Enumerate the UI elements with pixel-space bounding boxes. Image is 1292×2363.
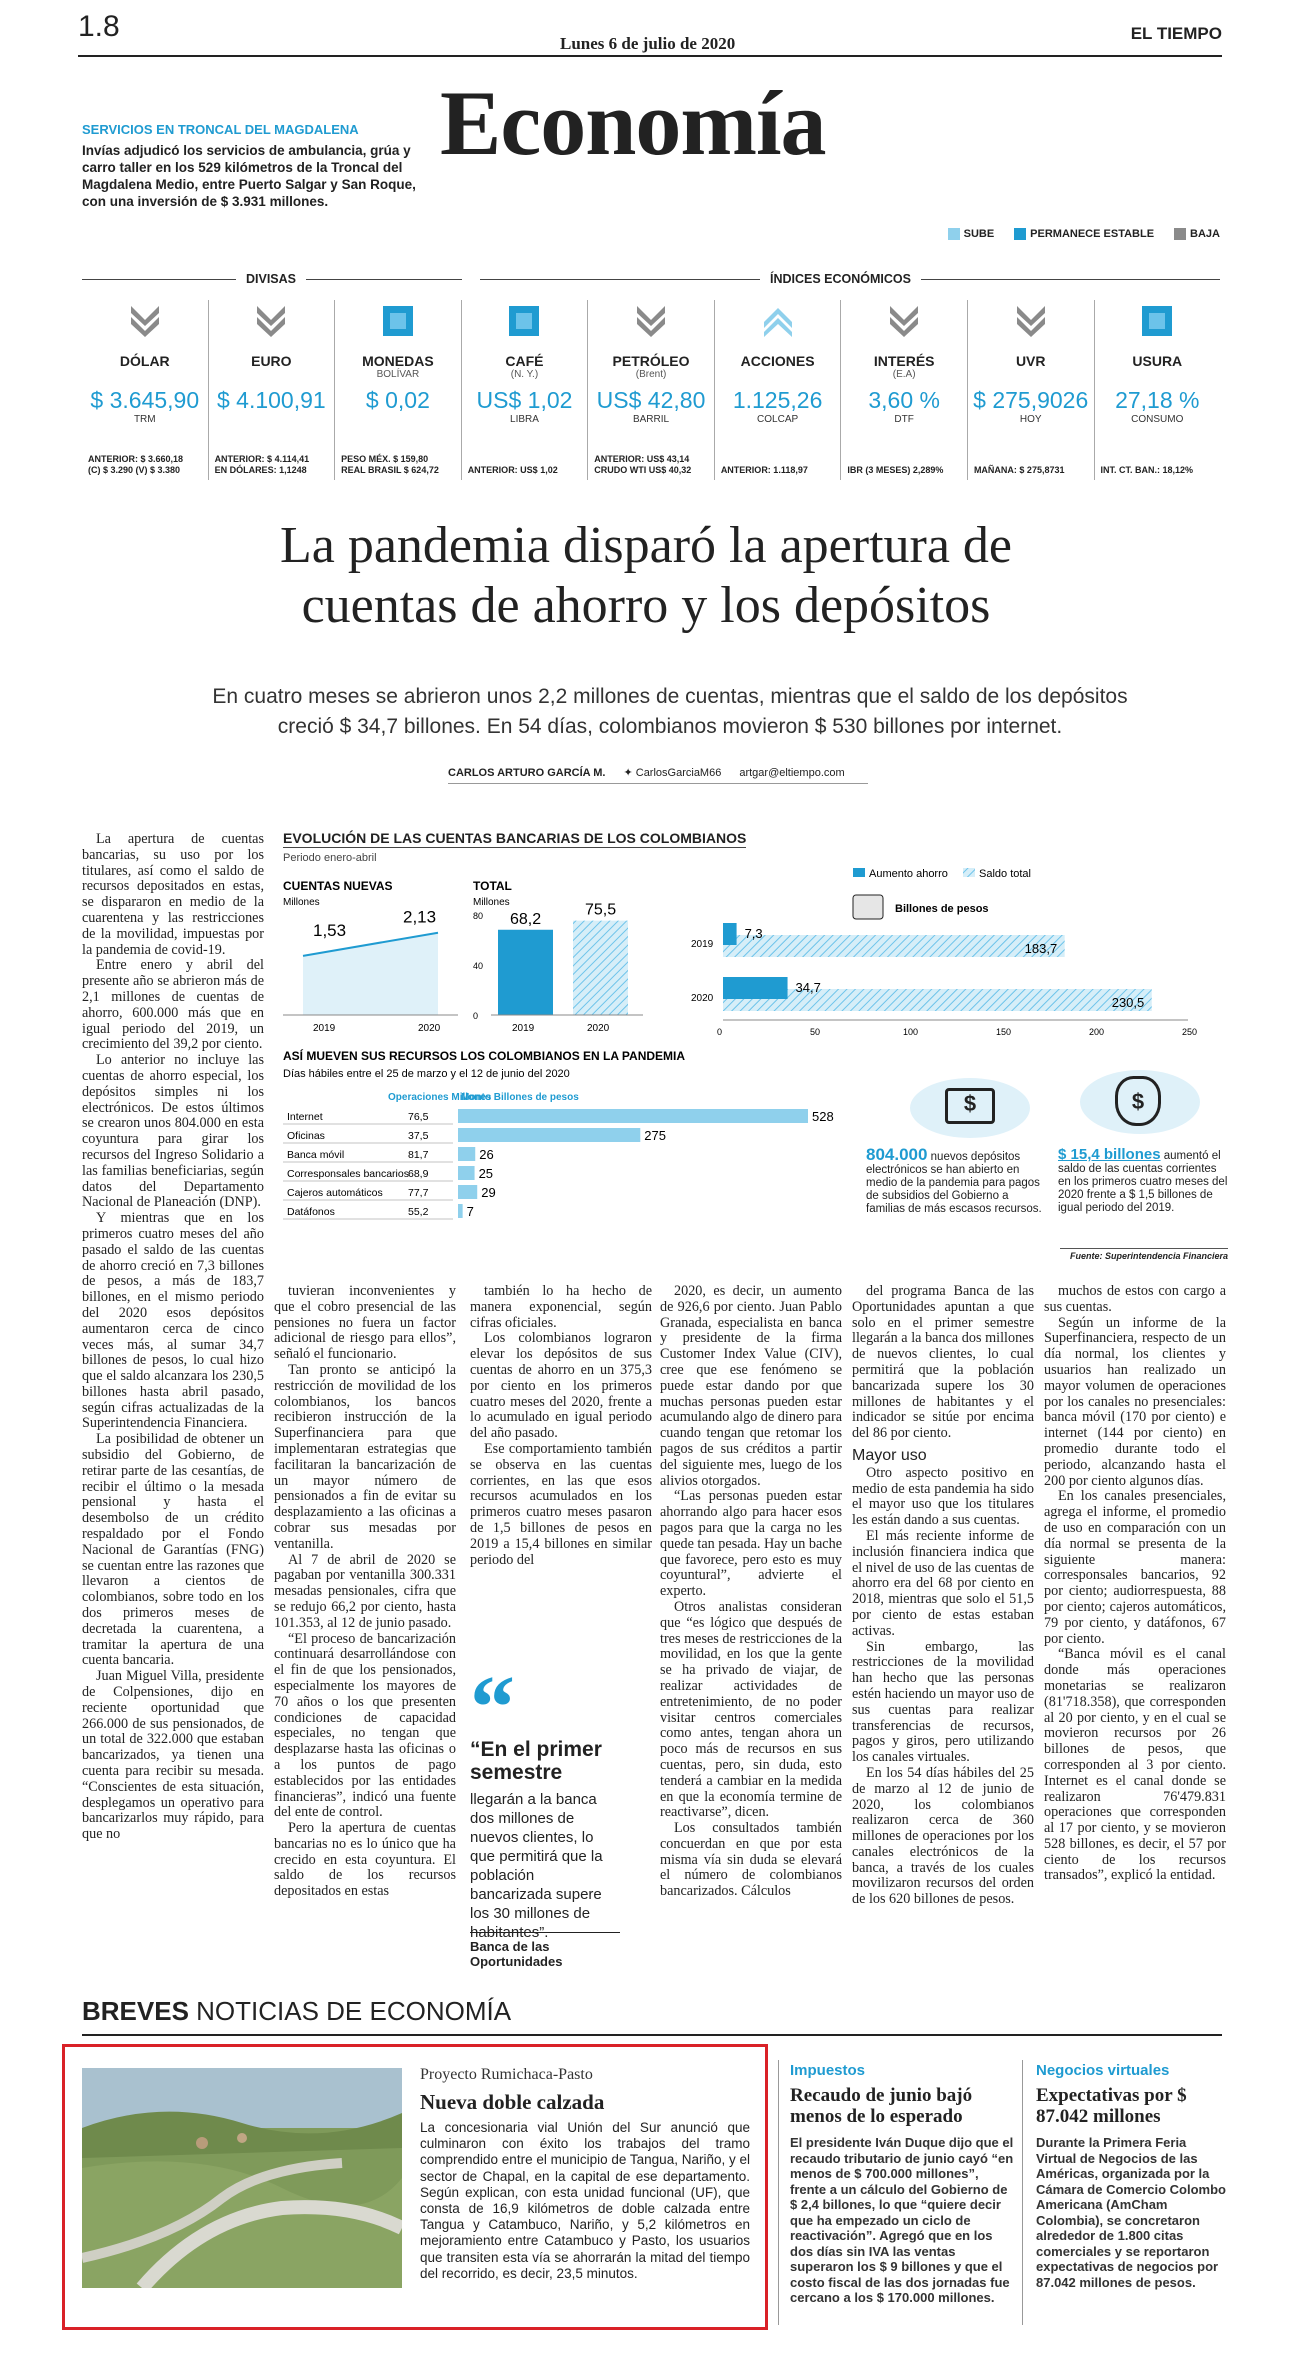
- indicator-previous: IBR (3 MESES) 2,289%: [847, 465, 944, 475]
- indicator-previous: INT. CT. BAN.: 18,12%: [1100, 465, 1194, 475]
- legend-aumento: Aumento ahorro: [869, 868, 948, 880]
- top-rule: [78, 55, 1222, 57]
- legend-estable: PERMANECE ESTABLE: [1014, 228, 1154, 240]
- indicator-monedas: [335, 300, 462, 480]
- label-aumento-2020: 34,7: [795, 980, 821, 995]
- label-total-2019: 68,2: [510, 910, 542, 928]
- paragraph: “El proceso de bancarización continuará desarrollándose con el fin de que los pensionados, especialmente los mayores de 70 años o los que presenten condiciones de capacidad especiales, no tengan que desplazarse hasta las oficinas o a los puntos de pago establecidos por las entidades financieras”, indicó una fuente del ente de control.: [274, 1630, 456, 1821]
- newspaper-brand: EL TIEMPO: [1130, 24, 1222, 43]
- headline-line-2: cuentas de ahorro y los depósitos: [301, 577, 991, 634]
- tick-saldo-2019: 2019: [691, 939, 714, 950]
- canal-operaciones: 37,5: [408, 1130, 429, 1142]
- canales-subtitle: Días hábiles entre el 25 de marzo y el 12 de junio del 2020: [283, 1068, 570, 1080]
- canal-name: Corresponsales bancarios: [287, 1168, 409, 1180]
- indicator-value: 27,18 %: [1115, 387, 1200, 413]
- xtick-billones-250: 250: [1182, 1027, 1198, 1037]
- canal-name: Banca móvil: [287, 1149, 345, 1161]
- bar-total-2020: [573, 921, 628, 1015]
- byline-rule: [448, 783, 868, 784]
- paragraph: Tan pronto se anticipó la restricción de movilidad de los colombianos, los bancos recibieron instrucción de la Superfinanciera para que implementaran estrategias que facilitaran la bancarización de un mayor número de pensionados a fin de evitar su desplazamiento a las oficinas a cobrar sus mesadas por ventanilla.: [274, 1361, 456, 1552]
- bar-saldo-2019: [723, 935, 1065, 957]
- bar-canal: [458, 1166, 475, 1180]
- column-4: [660, 1284, 842, 1900]
- label-canal: 26: [479, 1147, 494, 1162]
- indicator-value: $ 0,02: [365, 387, 430, 413]
- paragraph: Otro aspecto positivo en medio de esta pandemia ha sido el mayor uso que los titulares les están dando a sus cuentas.: [852, 1464, 1034, 1529]
- paragraph: Al 7 de abril de 2020 se pagaban por ventanilla 300.331 mesadas pensionales, cifra que se redujo 66,2 por ciento, hasta 101.353, al 12 de junio pasado.: [274, 1551, 456, 1631]
- panel-title-total: TOTAL: [473, 879, 512, 893]
- canales-title: ASÍ MUEVEN SUS RECURSOS LOS COLOMBIANOS EN LA PANDEMIA: [283, 1049, 686, 1063]
- bar-total-2019: [498, 930, 553, 1015]
- xtick-billones-150: 150: [996, 1027, 1012, 1037]
- indicator-previous: ANTERIOR: US$ 1,02: [467, 465, 558, 475]
- estable-icon: [1014, 228, 1026, 240]
- issue-date: Lunes 6 de julio de 2020: [560, 34, 736, 53]
- brief-2-text: El presidente Iván Duque dijo que el recaudo tributario de junio cayó “en menos de $ 700.000 millones”, frente a un cálculo del Gobierno de $ 2,4 billones, lo que “quiere decir que ha empezado un ciclo de reactivación”. Agregó que en los dos días sin IVA las ventas superaron los $ 9 billones y que el costo fiscal de las dos jornadas fue cercano a los $ 170.000 millones.: [790, 2135, 1014, 2305]
- indicator-previous: ANTERIOR: 1.118,97: [720, 465, 808, 475]
- indicator-previous: ANTERIOR: $ 3.660,18 (C) $ 3.290 (V) $ 3.380: [88, 454, 184, 475]
- indicator-unit: HOY: [1019, 414, 1042, 425]
- label-saldo-2019: 183,7: [1024, 941, 1058, 956]
- indicator-name: ACCIONES: [740, 353, 815, 369]
- paragraph: En los 54 días hábiles del 25 de marzo al 12 de junio de 2020, los colombianos realizaron cerca de 360 millones de operaciones por los canales electrónicos de la banca, a través de los cuales movilizaron recursos del orden de los 620 billones de pesos.: [852, 1764, 1034, 1908]
- brief-3-headline: Expectativas por $ 87.042 millones: [1036, 2085, 1187, 2127]
- label-cuentas-2019: 1,53: [313, 920, 347, 940]
- ytick-total-80: 80: [473, 911, 484, 921]
- brief-3-kicker: Negocios virtuales: [1036, 2062, 1170, 2079]
- indicator-sub: [715, 369, 841, 381]
- subhead: Mayor uso: [852, 1446, 927, 1464]
- brief-3: [1036, 2062, 1226, 2290]
- baja-trend-icon: [128, 304, 162, 338]
- brief-divider-1: [778, 2060, 779, 2325]
- indicator-name: MONEDAS: [362, 353, 434, 369]
- canal-name: Oficinas: [287, 1130, 325, 1142]
- legend-sube: SUBE: [948, 228, 995, 240]
- indicator-sub: (Brent): [635, 369, 667, 380]
- paragraph: Sin embargo, las restricciones de la movilidad han hecho que las personas estén haciendo un mayor uso de sus cuentas para realizar transferencias de recursos, pagos y giros, pero utilizando los canales virtuales.: [852, 1638, 1034, 1766]
- paragraph: En los canales presenciales, agrega el informe, el promedio de uso en comparación con un día normal se presenta de la siguiente manera: corresponsales bancarios, 92 por ciento; audiorrespuesta, 88 por ciento; cajeros automáticos, 79 por ciento, y datáfonos, 67 por ciento.: [1044, 1488, 1226, 1647]
- indicator-interés: [841, 300, 968, 480]
- stat-1: 804.000 nuevos depósitos electrónicos se han abierto en medio de la pandemia para pagos de subsidios del Gobierno a familias de más escasos recursos.: [866, 1145, 1042, 1215]
- indicator-previous: PESO MÉX. $ 159,80 REAL BRASIL $ 624,72: [341, 454, 439, 475]
- bar-canal: [458, 1109, 808, 1123]
- paragraph: muchos de estos con cargo a sus cuentas.: [1044, 1283, 1226, 1315]
- paragraph: Entre enero y abril del presente año se abrieron más de 2,1 millones de cuentas de ahorro, 600.000 más que en igual periodo del 2019, un crecimiento del 39,2 por ciento.: [82, 957, 264, 1053]
- panel-ylabel-total: Millones: [473, 897, 510, 908]
- label-saldo-2020: 230,5: [1111, 995, 1145, 1010]
- legend-swatch-aumento: [853, 868, 865, 877]
- indicator-unit: DTF: [894, 414, 914, 425]
- indicator-sub: (E.A): [892, 369, 916, 380]
- brief-2-kicker: Impuestos: [790, 2062, 866, 2079]
- indicator-name: USURA: [1132, 353, 1183, 369]
- indicator-name: INTERÉS: [873, 353, 935, 369]
- estable-trend-icon: [381, 304, 415, 338]
- brief-1-text: La concesionaria vial Unión del Sur anunció que culminaron con éxito los trabajos del tramo comprendido entre el municipio de Tangua, Nariño, y el sector de Chapal, en la capital de ese departamento. Según explican, con esta unidad funcional (UF), que consta de 16,9 kilómetros de doble calzada entre Tangua y Catambuco, Nariño, y 5,2 kilómetros en mejoramiento entre Catambuco y Pasto, los usuarios que transiten esta vía se ahorrarán la mitad del tiempo del recorrido, es decir, 23,5 minutos.: [420, 2120, 750, 2281]
- canal-operaciones: 81,7: [408, 1149, 429, 1161]
- paragraph: Otros analistas consideran que “es lógico que después de tres meses de restricciones de la movilidad, en los que la gente se ha privado de viajar, de realizar actividades de entretenimiento, de no poder visitar centros comerciales como antes, tengan ahora un poco más de recursos en sus cuentas, pero, sin duda, esto tenderá a cambiar en la medida en que la economía termine de reactivarse”, dicen.: [660, 1598, 842, 1821]
- column-5: [852, 1284, 1034, 1908]
- indicator-value: US$ 1,02: [476, 387, 573, 413]
- indices-label: ÍNDICES ECONÓMICOS: [760, 272, 921, 286]
- section-title: Economía: [440, 72, 826, 174]
- paragraph: Los colombianos lograron elevar los depósitos de sus cuentas de ahorro en un 375,3 por ciento en los primeros cuatro meses del 2020, frente a lo acumulado en igual periodo del año pasado.: [470, 1330, 652, 1442]
- breves-rule: [82, 2034, 1222, 2036]
- paragraph: “Banca móvil es el canal donde más operaciones monetarias se realizaron (81'718.358), que corresponden al 20 por ciento, y en el cual se movieron recursos por 26 billones de pesos, que corresponden al 3 por ciento. Internet es el canal donde se realizaron 76'479.831 operaciones que corresponden al 17 por ciento, y se movieron 528 billones, es decir, el 57 por ciento de los recursos transados”, explicó la entidad.: [1044, 1646, 1226, 1884]
- label-canal: 25: [478, 1166, 494, 1181]
- indicator-name: CAFÉ: [505, 353, 544, 369]
- canales-col-ops: Operaciones Millones: [388, 1092, 492, 1103]
- indicator-usura: [1095, 300, 1221, 480]
- tick-total-2019: 2019: [512, 1023, 535, 1034]
- quote-source: Banca de las Oportunidades: [470, 1932, 620, 1969]
- quote-lead: “En el primer semestre: [470, 1738, 602, 1784]
- indicator-value: 3,60 %: [868, 387, 940, 413]
- canal-operaciones: 55,2: [408, 1206, 429, 1218]
- legend-swatch-saldo: [963, 868, 975, 877]
- indicator-value: 1.125,26: [732, 387, 823, 413]
- label-total-2020: 75,5: [585, 901, 617, 919]
- indicators-strip: [82, 300, 1220, 480]
- highway-photo: [82, 2068, 402, 2288]
- indicator-unit: TRM: [133, 414, 156, 425]
- ytick-total-0: 0: [473, 1011, 479, 1021]
- indicator-unit: LIBRA: [510, 414, 539, 425]
- paragraph: Ese comportamiento también se observa en las cuentas corrientes, en las que esos recursos acumulados en los primeros cuatro meses pasaron de 1,5 billones de pesos en 2019 a 15,4 billones en similar periodo del: [470, 1440, 652, 1568]
- indicator-sub: [968, 369, 1094, 381]
- baja-trend-icon: [887, 304, 921, 338]
- indicator-value: US$ 42,80: [596, 387, 706, 413]
- article-deck: En cuatro meses se abrieron unos 2,2 millones de cuentas, mientras que el saldo de los depósitos creció $ 34,7 billones. En 54 días, colombianos movieron $ 530 billones por internet.: [212, 685, 1128, 738]
- bar-aumento-2020: [723, 977, 788, 999]
- canal-operaciones: 77,7: [408, 1187, 429, 1199]
- brief-divider-2: [1022, 2060, 1023, 2325]
- baja-icon: [1174, 228, 1186, 240]
- brief-3-text: Durante la Primera Feria Virtual de Negocios de las Américas, organizada por la Cámara de Comercio Colombo Americana (AmCham Colombia), se concretaron alrededor de 1.800 citas comerciales y se reportaron expectativas de negocios por 87.042 millones de pesos.: [1036, 2135, 1226, 2290]
- servicios-title: SERVICIOS EN TRONCAL DEL MAGDALENA: [82, 122, 359, 137]
- sube-trend-icon: [761, 304, 795, 338]
- tick-cuentas-2020: 2020: [418, 1023, 441, 1034]
- paragraph: Juan Miguel Villa, presidente de Colpensiones, dijo en reciente oportunidad que 266.000 de sus pensionados, de un total de 322.000 que estaban bancarizados, ya tienen una cuenta para recibir su mesada. “Conscientes de esta situación, desplegamos un operativo para bancarizarlos muy rápido, para que no: [82, 1668, 264, 1843]
- twitter-handle[interactable]: ✦ CarlosGarciaM66: [623, 767, 722, 779]
- indicator-uvr: [968, 300, 1095, 480]
- paragraph: La apertura de cuentas bancarias, su uso por los titulares, así como el saldo de recursos depositados en estas, se dispararon en medio de la cuarentena y las restricciones de la movilidad, impuestas por la pandemia de covid-19.: [82, 831, 264, 958]
- moneybag-icon: $: [1115, 1076, 1161, 1126]
- paragraph: El más reciente informe de inclusión financiera indica que el nivel de uso de las cuentas de ahorro era del 68 por ciento en 2018, mientras que solo el 51,5 por ciento de estas estaban activas.: [852, 1527, 1034, 1639]
- ytick-total-40: 40: [473, 961, 484, 971]
- legend-baja: BAJA: [1174, 228, 1220, 240]
- author: CARLOS ARTURO GARCÍA M.: [448, 766, 606, 779]
- label-canal: 275: [644, 1128, 666, 1143]
- bar-canal: [458, 1185, 477, 1199]
- canal-operaciones: 68,9: [408, 1168, 429, 1180]
- column-1: [82, 832, 264, 1843]
- stat-2: $ 15,4 billones aumentó el saldo de las cuentas corrientes en los primeros cuatro meses del 2020 frente a $ 1,5 billones de igual periodo del 2019.: [1058, 1146, 1228, 1214]
- indicator-value: $ 275,9026: [973, 387, 1089, 413]
- indicator-café: [462, 300, 589, 480]
- paragraph: Y mientras que en los primeros cuatro meses del año pasado el saldo de las cuentas de ahorro creció en 7,3 billones de pesos, a más de 183,7 billones, en el mismo periodo del 2020 esos depósitos aumentaron cerca de cinco veces más, al sumar 34,7 billones de pesos, lo cual hizo que el saldo alcanzara los 230,5 billones hasta abril pasado, según cifras actualizadas de la Superintendencia Financiera.: [82, 1210, 264, 1432]
- baja-trend-icon: [1014, 304, 1048, 338]
- indicator-petróleo: [588, 300, 715, 480]
- indicator-previous: ANTERIOR: $ 4.114,41 EN DÓLARES: 1,1248: [214, 454, 310, 475]
- indicator-previous: ANTERIOR: US$ 43,14 CRUDO WTI US$ 40,32: [594, 454, 692, 475]
- canal-name: Cajeros automáticos: [287, 1187, 383, 1199]
- indicator-euro: [209, 300, 336, 480]
- bar-aumento-2019: [723, 923, 737, 945]
- canal-operaciones: 76,5: [408, 1111, 429, 1123]
- paragraph: Pero la apertura de cuentas bancarias no es lo único que ha crecido en esta coyuntura. El saldo de los recursos depositados en estas: [274, 1820, 456, 1900]
- xtick-billones-100: 100: [903, 1027, 919, 1037]
- indicator-name: DÓLAR: [119, 353, 170, 369]
- brief-2-headline: Recaudo de junio bajó menos de lo esperado: [790, 2085, 973, 2127]
- quote-body: llegarán a la banca dos millones de nuevos clientes, lo que permitirá que la población bancarizada supere los 30 millones de habitantes”.: [470, 1791, 603, 1941]
- indicator-sub: BOLÍVAR: [376, 369, 420, 380]
- indicator-sub: [1095, 369, 1221, 381]
- headline-line-1: La pandemia disparó la apertura de: [280, 517, 1012, 574]
- label-canal: 7: [466, 1204, 474, 1219]
- paragraph: Lo anterior no incluye las cuentas de ahorro especial, los depósitos simples ni los electrónicos. De estos últimos se crearon unos 804.000 en esta coyuntura para girar los recursos del Ingreso Solidario a las familias beneficiarias, según datos del Departamento Nacional de Planeación (DNP).: [82, 1052, 264, 1211]
- paragraph: también lo ha hecho de manera exponencial, según cifras oficiales.: [470, 1283, 652, 1331]
- byline: [448, 766, 845, 779]
- panel-title-cuentas: CUENTAS NUEVAS: [283, 879, 393, 893]
- paragraph: “Las personas pueden estar ahorrando algo para hacer esos pagos para que la carga no les quede tan pesada. Hay un bache que favorece, pero esto es muy coyuntural”, advierte el experto.: [660, 1488, 842, 1600]
- servicios-body: Invías adjudicó los servicios de ambulancia, grúa y carro taller en los 529 kilómetros de la Troncal del Magdalena Medio, entre Puerto Salgar y San Roque, con una inversión de $ 3.931 millones.: [82, 143, 416, 209]
- indicator-sub: (N. Y.): [510, 369, 539, 380]
- indicator-name: PETRÓLEO: [612, 353, 690, 369]
- indicator-sub: [82, 369, 208, 381]
- indicator-legend: [948, 228, 1220, 240]
- legend-saldo: Saldo total: [979, 868, 1031, 880]
- paragraph: La posibilidad de obtener un subsidio del Gobierno, de retirar parte de las cesantías, de recibir el último o la mesada pensional y hasta el desembolso de un crédito respaldado por el Fondo Nacional de Garantías (FNG) se cuentan entre las razones que llevaron a cientos de colombianos, sobre todo en los dos primeros meses de decretada la cuarentena, a tramitar la apertura de una cuenta bancaria.: [82, 1431, 264, 1669]
- tick-total-2020: 2020: [587, 1023, 610, 1034]
- column-6: [1044, 1284, 1226, 1884]
- twitter-icon: ✦: [623, 767, 633, 779]
- indicator-dólar: [82, 300, 209, 480]
- xtick-billones-200: 200: [1089, 1027, 1105, 1037]
- indicator-name: UVR: [1015, 353, 1046, 369]
- paragraph: tuvieran inconvenientes y que el cobro presencial de las pensiones no fuera un factor adicional de riesgo para ellos”, señaló el funcionario.: [274, 1283, 456, 1363]
- brief-2: [790, 2062, 1015, 2306]
- bar-canal: [458, 1128, 640, 1142]
- estable-trend-icon: [1140, 304, 1174, 338]
- chart-title: EVOLUCIÓN DE LAS CUENTAS BANCARIAS DE LOS COLOMBIANOS: [283, 830, 747, 846]
- column-2: [274, 1284, 456, 1900]
- canales-col-monto: Monto Billones de pesos: [461, 1092, 579, 1103]
- indicator-sub: [209, 369, 335, 381]
- label-canal: 528: [812, 1109, 834, 1124]
- paragraph: Según un informe de la Superfinanciera, respecto de un día normal, los clientes y usuarios han realizado un mayor volumen de operaciones por los canales no presenciales: banca móvil (170 por ciento) e internet (144 por ciento) en promedio durante todo el periodo, alcanzando hasta el 200 por ciento algunos días.: [1044, 1314, 1226, 1489]
- panel-ylabel-cuentas: Millones: [283, 897, 320, 908]
- estable-trend-icon: [507, 304, 541, 338]
- indicator-previous: MAÑANA: $ 275,8731: [973, 465, 1065, 475]
- xtick-billones-0: 0: [717, 1027, 723, 1037]
- tick-saldo-2020: 2020: [691, 993, 714, 1004]
- article-headline: [0, 516, 1292, 636]
- quote-mark-icon: “: [470, 1658, 515, 1757]
- bar-canal: [458, 1147, 475, 1161]
- indicator-value: $ 3.645,90: [90, 387, 200, 413]
- chart-subtitle: Periodo enero-abril: [283, 852, 377, 864]
- xtick-billones-50: 50: [810, 1027, 821, 1037]
- author-email[interactable]: artgar@eltiempo.com: [739, 766, 845, 779]
- canal-name: Datáfonos: [287, 1206, 335, 1218]
- page-number: 1.8: [78, 10, 120, 43]
- baja-trend-icon: [634, 304, 668, 338]
- unit-billones: Billones de pesos: [895, 903, 989, 915]
- baja-trend-icon: [254, 304, 288, 338]
- column-3: [470, 1284, 652, 1568]
- indicator-unit: CONSUMO: [1131, 414, 1184, 425]
- paragraph: del programa Banca de las Oportunidades apuntan a que solo en el primer semestre llegarán a la banca dos millones de nuevos clientes, lo cual permitirá que la población bancarizada supere los 30 millones de habitantes y el indicador se sitúe por encima del 86 por ciento.: [852, 1283, 1034, 1442]
- indicator-name: EURO: [251, 353, 292, 369]
- bar-canal: [458, 1204, 463, 1218]
- banknote-icon: $: [945, 1088, 995, 1124]
- canal-name: Internet: [287, 1111, 323, 1123]
- divisas-label: DIVISAS: [236, 272, 306, 286]
- brief-1-headline: Nueva doble calzada: [420, 2090, 605, 2114]
- label-aumento-2019: 7,3: [744, 926, 763, 941]
- chart-source: Fuente: Superintendencia Financiera: [1060, 1248, 1228, 1261]
- indicator-unit: COLCAP: [757, 414, 799, 425]
- brief-1-kicker: Proyecto Rumichaca-Pasto: [420, 2066, 593, 2083]
- tick-cuentas-2019: 2019: [313, 1023, 336, 1034]
- label-canal: 29: [481, 1185, 496, 1200]
- breves-title: BREVES NOTICIAS DE ECONOMÍA: [82, 1996, 512, 2026]
- indicator-unit: BARRIL: [632, 414, 670, 425]
- indicator-acciones: [715, 300, 842, 480]
- label-cuentas-2020: 2,13: [403, 907, 437, 927]
- sube-icon: [948, 228, 960, 240]
- indicator-value: $ 4.100,91: [216, 387, 326, 413]
- paragraph: Los consultados también concuerdan en que por esta misma vía sin duda se elevará el número de colombianos bancarizados. Cálculos: [660, 1820, 842, 1900]
- cash-icon: [853, 895, 883, 919]
- paragraph: 2020, es decir, un aumento de 926,6 por ciento. Juan Pablo Granada, especialista en banca y presidente de la firma Customer Index Value (CIV), cree que ese fenómeno se puede estar dando por que muchas personas pueden estar acumulando algo de dinero para cuando tengan que retomar los pagos de sus créditos a partir del siguiente mes, luego de los alivios otorgados.: [660, 1283, 842, 1489]
